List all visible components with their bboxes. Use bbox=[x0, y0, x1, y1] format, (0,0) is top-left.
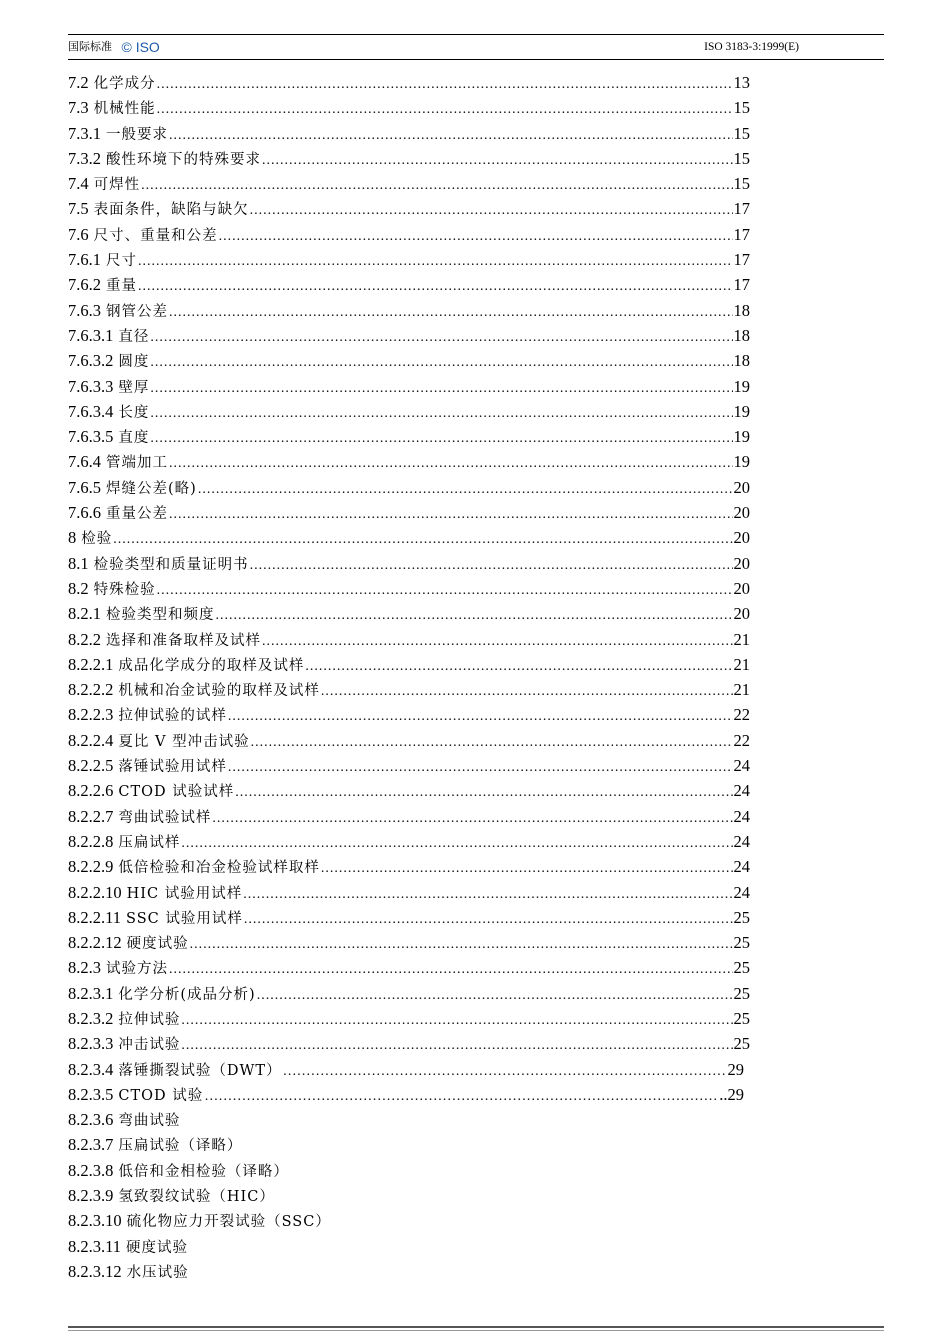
toc-entry[interactable] bbox=[68, 222, 750, 247]
toc-entry-number: 8.2.3.1 bbox=[68, 983, 114, 1003]
toc-entry-title: 成品化学成分的取样及试样 bbox=[118, 657, 305, 674]
toc-entry-number: 7.6.4 bbox=[68, 452, 101, 472]
toc-entry[interactable] bbox=[68, 1006, 750, 1031]
toc-entry-title: 表面条件，缺陷与缺欠 bbox=[93, 202, 249, 219]
toc-entry-title: 焊缝公差(略) bbox=[106, 480, 197, 497]
toc-entry[interactable] bbox=[68, 905, 750, 930]
toc-entry-title: 酸性环境下的特殊要求 bbox=[106, 151, 261, 168]
toc-entry-title: 硬度试验 bbox=[126, 1239, 189, 1256]
header-left bbox=[68, 38, 160, 56]
toc-entry-title: 试验方法 bbox=[106, 961, 168, 978]
toc-entry-number: 8.2.3.7 bbox=[68, 1135, 114, 1155]
toc-entry-number: 8.2.3.5 bbox=[68, 1084, 114, 1104]
toc-dot-leader bbox=[169, 123, 733, 148]
toc-entry[interactable] bbox=[68, 298, 750, 323]
toc-entry-number: 7.2 bbox=[68, 73, 89, 92]
toc-dot-leader bbox=[228, 755, 733, 780]
toc-entry-title: 化学分析(成品分析) bbox=[118, 986, 256, 1003]
toc-dot-leader bbox=[169, 957, 733, 982]
toc-entry[interactable] bbox=[68, 1107, 750, 1132]
toc-entry-number: 8.2.3.4 bbox=[68, 1059, 114, 1079]
toc-entry-number: 7.6.1 bbox=[68, 250, 101, 270]
toc-entry-title: 特殊检验 bbox=[93, 581, 156, 598]
toc-entry-page: 25 bbox=[733, 1008, 750, 1028]
toc-entry[interactable] bbox=[68, 1158, 750, 1183]
toc-entry-number: 8.2.2.7 bbox=[68, 806, 114, 826]
toc-entry-title: 长度 bbox=[118, 404, 150, 421]
toc-dot-leader bbox=[198, 477, 733, 502]
toc-entry-number: 8.2.2.10 bbox=[68, 882, 122, 902]
toc-entry-number: 8.2.2.9 bbox=[68, 857, 114, 877]
toc-entry-title: 氢致裂纹试验（HIC） bbox=[118, 1189, 275, 1206]
toc-entry[interactable] bbox=[68, 424, 750, 449]
toc-entry[interactable] bbox=[68, 348, 750, 373]
toc-entry[interactable] bbox=[68, 374, 750, 399]
toc-entry[interactable] bbox=[68, 500, 750, 525]
header-top-rule bbox=[68, 34, 884, 35]
toc-entry-page: 15 bbox=[733, 148, 750, 168]
toc-entry[interactable] bbox=[68, 778, 750, 803]
toc-entry-title: 压扁试验（译略） bbox=[118, 1138, 243, 1155]
toc-dot-leader bbox=[305, 654, 732, 679]
toc-entry-page: 25 bbox=[733, 933, 750, 953]
toc-entry-title: 落锤撕裂试验（DWT） bbox=[118, 1062, 282, 1079]
header-standard-label: 国际标准 bbox=[68, 40, 112, 53]
toc-entry[interactable] bbox=[68, 196, 750, 221]
toc-entry-title: 检验类型和质量证明书 bbox=[93, 556, 249, 573]
toc-entry-number: 8.2.3 bbox=[68, 958, 101, 978]
toc-entry-title: 低倍和金相检验（译略） bbox=[118, 1163, 289, 1180]
toc-entry-number: 7.6.3.5 bbox=[68, 427, 114, 447]
toc-entry[interactable] bbox=[68, 272, 750, 297]
toc-entry-title: 落锤试验用试样 bbox=[118, 759, 227, 776]
toc-entry-title: 硬度试验 bbox=[126, 936, 189, 953]
toc-dot-leader bbox=[250, 553, 733, 578]
toc-entry[interactable] bbox=[68, 323, 750, 348]
toc-entry-page: 21 bbox=[733, 629, 750, 649]
toc-entry-title: 检验 bbox=[81, 531, 113, 548]
toc-entry-number: 8 bbox=[68, 528, 77, 548]
toc-dot-leader bbox=[216, 603, 733, 628]
toc-dot-leader bbox=[150, 401, 732, 426]
toc-entry-page: 24 bbox=[733, 831, 750, 851]
toc-entry-number: 8.2.2.2 bbox=[68, 680, 114, 700]
toc-entry-title: 压扁试样 bbox=[118, 834, 181, 851]
toc-dot-leader bbox=[321, 679, 733, 704]
toc-entry[interactable] bbox=[68, 475, 750, 500]
table-of-contents bbox=[68, 70, 750, 1284]
toc-entry[interactable] bbox=[68, 981, 750, 1006]
toc-entry-number: 8.2.2.4 bbox=[68, 730, 114, 750]
toc-entry-title: 拉伸试验 bbox=[118, 1011, 181, 1028]
toc-entry-number: 7.6.2 bbox=[68, 275, 101, 295]
toc-entry[interactable] bbox=[68, 955, 750, 980]
toc-entry-page: 17 bbox=[733, 224, 750, 244]
toc-entry[interactable] bbox=[68, 1208, 750, 1233]
toc-entry[interactable] bbox=[68, 652, 750, 677]
toc-entry-page: 24 bbox=[733, 756, 750, 776]
toc-entry[interactable] bbox=[68, 854, 750, 879]
toc-entry-title: CTOD 试验试样 bbox=[118, 784, 235, 801]
toc-entry-page: 15 bbox=[733, 174, 750, 194]
toc-entry-page: 18 bbox=[733, 325, 750, 345]
toc-entry-page: 20 bbox=[733, 553, 750, 573]
toc-dot-leader bbox=[150, 376, 732, 401]
toc-entry-page: 24 bbox=[733, 882, 750, 902]
toc-entry[interactable] bbox=[68, 753, 750, 778]
toc-entry-page: 21 bbox=[733, 680, 750, 700]
toc-entry-title: 检验类型和频度 bbox=[106, 607, 215, 624]
toc-entry-title: 可焊性 bbox=[93, 177, 141, 194]
toc-entry-page: 13 bbox=[733, 73, 750, 92]
header-document-id: ISO 3183-3:1999(E) bbox=[704, 41, 799, 53]
toc-entry-title: 直径 bbox=[118, 328, 150, 345]
toc-entry[interactable] bbox=[68, 551, 750, 576]
toc-entry-page: 24 bbox=[733, 806, 750, 826]
toc-entry-title: 尺寸 bbox=[106, 253, 137, 270]
toc-dot-leader bbox=[150, 350, 732, 375]
toc-entry-page: 19 bbox=[733, 401, 750, 421]
toc-entry-title: 机械性能 bbox=[93, 101, 156, 118]
toc-dot-leader bbox=[257, 983, 733, 1008]
toc-entry-number: 8.2.3.9 bbox=[68, 1186, 114, 1206]
toc-entry[interactable] bbox=[68, 1234, 750, 1259]
toc-dot-leader bbox=[262, 629, 733, 654]
toc-entry[interactable] bbox=[68, 677, 750, 702]
toc-entry-title: 尺寸、重量和公差 bbox=[93, 227, 218, 244]
toc-entry-title: 硫化物应力开裂试验（SSC） bbox=[126, 1214, 331, 1231]
toc-entry-page: 25 bbox=[733, 1034, 750, 1054]
toc-entry-page: ..29 bbox=[719, 1084, 744, 1104]
toc-entry[interactable] bbox=[68, 1057, 744, 1082]
toc-dot-leader bbox=[181, 831, 732, 856]
toc-entry-page: 20 bbox=[733, 604, 750, 624]
toc-entry-number: 7.6.6 bbox=[68, 503, 101, 523]
toc-entry-title: 圆度 bbox=[118, 354, 150, 371]
toc-entry-title: 机械和冶金试验的取样及试样 bbox=[118, 683, 320, 700]
toc-entry-page: 22 bbox=[733, 730, 750, 750]
toc-dot-leader bbox=[228, 704, 733, 729]
toc-entry-number: 8.2.3.2 bbox=[68, 1008, 114, 1028]
toc-entry-title: 直度 bbox=[118, 430, 150, 447]
toc-entry-title: SSC 试验用试样 bbox=[126, 910, 243, 927]
toc-entry-number: 7.3 bbox=[68, 98, 89, 118]
toc-dot-leader bbox=[190, 932, 733, 957]
toc-entry[interactable] bbox=[68, 525, 750, 550]
toc-entry-number: 7.5 bbox=[68, 199, 89, 219]
toc-dot-leader bbox=[181, 1008, 732, 1033]
toc-entry-number: 8.2.3.6 bbox=[68, 1110, 114, 1130]
toc-entry-title: 化学成分 bbox=[93, 76, 156, 92]
toc-dot-leader bbox=[235, 780, 732, 805]
toc-entry-page: 24 bbox=[733, 781, 750, 801]
toc-entry[interactable] bbox=[68, 930, 750, 955]
toc-entry[interactable] bbox=[68, 146, 750, 171]
toc-entry-page: 20 bbox=[733, 503, 750, 523]
toc-dot-leader bbox=[157, 578, 733, 603]
toc-entry-number: 8.2 bbox=[68, 578, 89, 598]
toc-entry[interactable] bbox=[68, 702, 750, 727]
toc-entry-number: 8.2.3.12 bbox=[68, 1261, 122, 1281]
toc-dot-leader bbox=[157, 72, 733, 97]
toc-entry-page: 22 bbox=[733, 705, 750, 725]
toc-dot-leader bbox=[250, 198, 733, 223]
toc-dot-leader bbox=[212, 806, 732, 831]
toc-entry-page: 15 bbox=[733, 123, 750, 143]
toc-entry-title: 弯曲试验 bbox=[118, 1113, 181, 1130]
toc-dot-leader bbox=[181, 1033, 732, 1058]
toc-entry-number: 8.2.2.6 bbox=[68, 781, 114, 801]
toc-entry[interactable] bbox=[68, 627, 750, 652]
toc-dot-leader bbox=[169, 502, 733, 527]
toc-entry-number: 8.1 bbox=[68, 553, 89, 573]
toc-entry-page: 21 bbox=[733, 654, 750, 674]
toc-entry[interactable] bbox=[68, 804, 750, 829]
toc-entry[interactable] bbox=[68, 171, 750, 196]
toc-entry[interactable] bbox=[68, 1259, 750, 1284]
toc-entry-page: 24 bbox=[733, 857, 750, 877]
toc-dot-leader bbox=[150, 325, 732, 350]
toc-entry-title: 拉伸试验的试样 bbox=[118, 708, 227, 725]
toc-entry-number: 7.6.5 bbox=[68, 477, 101, 497]
toc-entry-number: 7.6.3.1 bbox=[68, 325, 114, 345]
toc-dot-leader bbox=[204, 1084, 718, 1109]
header-bottom-rule bbox=[68, 59, 884, 60]
toc-entry-number: 8.2.2 bbox=[68, 629, 101, 649]
toc-entry-title: CTOD 试验 bbox=[118, 1087, 204, 1104]
toc-entry[interactable] bbox=[68, 121, 750, 146]
toc-entry-number: 7.6.3 bbox=[68, 300, 101, 320]
toc-dot-leader bbox=[244, 907, 733, 932]
toc-entry-page: 19 bbox=[733, 376, 750, 396]
toc-entry-number: 8.2.3.8 bbox=[68, 1160, 114, 1180]
toc-dot-leader bbox=[138, 249, 733, 274]
toc-entry-title: 钢管公差 bbox=[106, 303, 168, 320]
toc-entry-page: 19 bbox=[733, 427, 750, 447]
toc-entry-title: 重量 bbox=[106, 278, 137, 295]
toc-entry-page: 29 bbox=[727, 1059, 744, 1079]
toc-entry[interactable] bbox=[68, 1132, 750, 1157]
toc-entry-title: 壁厚 bbox=[118, 379, 150, 396]
toc-entry[interactable] bbox=[68, 95, 750, 120]
toc-dot-leader bbox=[283, 1059, 727, 1084]
toc-entry-number: 7.6.3.2 bbox=[68, 351, 114, 371]
toc-entry-page: 18 bbox=[733, 351, 750, 371]
toc-entry[interactable] bbox=[68, 728, 750, 753]
toc-entry[interactable] bbox=[68, 449, 750, 474]
toc-entry-page: 25 bbox=[733, 958, 750, 978]
toc-entry[interactable] bbox=[68, 829, 750, 854]
toc-entry-page: 17 bbox=[733, 250, 750, 270]
toc-entry-number: 8.2.1 bbox=[68, 604, 101, 624]
toc-dot-leader bbox=[262, 148, 733, 173]
toc-entry-number: 8.2.2.12 bbox=[68, 933, 122, 953]
toc-entry-page: 17 bbox=[733, 275, 750, 295]
toc-entry-page: 20 bbox=[733, 578, 750, 598]
toc-dot-leader bbox=[169, 451, 733, 476]
toc-entry-number: 8.2.3.11 bbox=[68, 1236, 122, 1256]
footer-rule-thin bbox=[68, 1330, 884, 1331]
toc-entry-title: HIC 试验用试样 bbox=[126, 885, 243, 902]
toc-entry-number: 8.2.3.10 bbox=[68, 1211, 122, 1231]
toc-entry-number: 7.3.1 bbox=[68, 123, 101, 143]
toc-entry[interactable] bbox=[68, 576, 750, 601]
toc-dot-leader bbox=[169, 300, 733, 325]
toc-entry-title: 重量公差 bbox=[106, 506, 168, 523]
toc-entry-page: 20 bbox=[733, 528, 750, 548]
toc-entry-title: 冲击试验 bbox=[118, 1037, 181, 1054]
toc-dot-leader bbox=[141, 173, 732, 198]
toc-dot-leader bbox=[243, 882, 732, 907]
toc-entry[interactable] bbox=[68, 880, 750, 905]
toc-entry[interactable] bbox=[68, 1183, 750, 1208]
toc-entry-title: 管端加工 bbox=[106, 455, 168, 472]
toc-dot-leader bbox=[150, 426, 732, 451]
toc-entry-title: 夏比 V 型冲击试验 bbox=[118, 733, 250, 750]
toc-entry-title: 低倍检验和冶金检验试样取样 bbox=[118, 860, 320, 877]
toc-entry[interactable] bbox=[68, 70, 750, 95]
toc-dot-leader bbox=[219, 224, 733, 249]
toc-entry-page: 19 bbox=[733, 452, 750, 472]
toc-entry-title: 选择和准备取样及试样 bbox=[106, 632, 261, 649]
toc-entry[interactable] bbox=[68, 399, 750, 424]
toc-entry-page: 18 bbox=[733, 300, 750, 320]
toc-entry-number: 8.2.2.11 bbox=[68, 907, 122, 927]
iso-brand-logo: © ISO bbox=[121, 39, 160, 55]
toc-entry-number: 7.4 bbox=[68, 174, 89, 194]
toc-dot-leader bbox=[157, 97, 733, 122]
toc-entry-title: 一般要求 bbox=[106, 126, 168, 143]
toc-entry[interactable] bbox=[68, 1031, 750, 1056]
toc-dot-leader bbox=[113, 527, 732, 552]
toc-dot-leader bbox=[251, 730, 733, 755]
toc-entry-number: 8.2.2.5 bbox=[68, 756, 114, 776]
toc-entry-number: 8.2.3.3 bbox=[68, 1034, 114, 1054]
toc-entry[interactable] bbox=[68, 601, 750, 626]
toc-entry[interactable] bbox=[68, 1082, 744, 1107]
toc-entry-number: 8.2.2.8 bbox=[68, 831, 114, 851]
toc-entry-number: 7.6.3.3 bbox=[68, 376, 114, 396]
toc-entry[interactable] bbox=[68, 247, 750, 272]
toc-entry-page: 17 bbox=[733, 199, 750, 219]
toc-entry-number: 8.2.2.3 bbox=[68, 705, 114, 725]
toc-dot-leader bbox=[138, 274, 733, 299]
toc-dot-leader bbox=[321, 856, 733, 881]
footer-rule bbox=[68, 1326, 884, 1328]
toc-entry-title: 水压试验 bbox=[126, 1264, 189, 1281]
toc-entry-number: 7.3.2 bbox=[68, 148, 101, 168]
toc-entry-number: 7.6.3.4 bbox=[68, 401, 114, 421]
toc-entry-number: 8.2.2.1 bbox=[68, 654, 114, 674]
toc-entry-page: 25 bbox=[733, 983, 750, 1003]
toc-entry-page: 25 bbox=[733, 907, 750, 927]
toc-entry-page: 20 bbox=[733, 477, 750, 497]
toc-entry-number: 7.6 bbox=[68, 224, 89, 244]
toc-entry-title: 弯曲试验试样 bbox=[118, 809, 212, 826]
toc-entry-page: 15 bbox=[733, 98, 750, 118]
